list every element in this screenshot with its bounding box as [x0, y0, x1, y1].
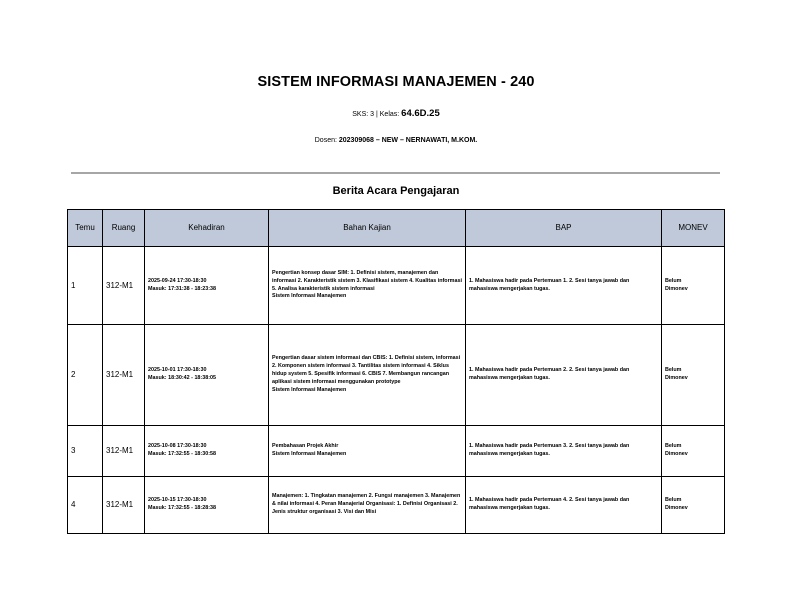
monev-cell	[662, 247, 725, 325]
kelas-value: 64.6D.25	[401, 108, 440, 119]
mata-kuliah-text: Sistem Informasi Manajemen	[272, 386, 347, 393]
bahan-kajian-cell	[269, 247, 466, 325]
kehadiran-cell	[145, 426, 269, 477]
bap-text: 1. Mahasiswa hadir pada Pertemuan 4. 2. Sesi tanya jawab dan mahasiswa mengerjakan tugas.	[469, 497, 630, 511]
jadwal-text: 2025-10-08 17:30-18:30	[148, 443, 207, 450]
monev-status-2: Dimonev	[665, 451, 688, 457]
monev-cell	[662, 426, 725, 477]
header-divider	[71, 172, 720, 174]
bap-text: 1. Mahasiswa hadir pada Pertemuan 3. 2. Sesi tanya jawab dan mahasiswa mengerjakan tugas.	[469, 443, 630, 457]
kehadiran-cell	[145, 247, 269, 325]
dosen-line	[0, 137, 792, 144]
monev-status: Belum	[665, 443, 682, 450]
masuk-text: Masuk: 18:30:42 - 18:38:05	[148, 375, 217, 381]
bahan-kajian-cell	[269, 426, 466, 477]
monev-status: Belum	[665, 277, 682, 284]
mata-kuliah-text: Sistem Informasi Manajemen	[272, 293, 347, 300]
monev-status-2: Dimonev	[665, 505, 688, 511]
bap-cell	[466, 426, 662, 477]
masuk-text: Masuk: 17:32:55 - 18:30:58	[148, 451, 217, 457]
table-row	[68, 426, 725, 477]
column-header-bap: BAP	[466, 210, 662, 247]
monev-cell	[662, 477, 725, 534]
jadwal-text: 2025-10-01 17:30-18:30	[148, 367, 207, 374]
temu-cell: 3	[68, 426, 103, 477]
table-row	[68, 477, 725, 534]
column-header-ruang: Ruang	[103, 210, 145, 247]
ruang-cell: 312-M1	[103, 325, 145, 426]
bahan-kajian-cell	[269, 477, 466, 534]
bap-cell	[466, 247, 662, 325]
temu-cell: 1	[68, 247, 103, 325]
column-header-temu: Temu	[68, 210, 103, 247]
bahan-kajian-text: Pengertian konsep dasar SIM: 1. Definisi sistem, manajemen dan informasi 2. Karakteristik sistem 3. Klasifikasi sistem 4. Kualitas informasi 5. Analisa karakteristik sistem informasi	[272, 269, 462, 292]
bap-text: 1. Mahasiswa hadir pada Pertemuan 2. 2. Sesi tanya jawab dan mahasiswa mengerjakan tugas.	[469, 367, 630, 381]
table-row	[68, 247, 725, 325]
ruang-cell: 312-M1	[103, 426, 145, 477]
column-header-kehadiran: Kehadiran	[145, 210, 269, 247]
temu-cell: 2	[68, 325, 103, 426]
table-header-row	[68, 210, 725, 247]
monev-cell	[662, 325, 725, 426]
dosen-value: 202309068 – NEW – NERNAWATI, M.KOM.	[338, 137, 478, 144]
kehadiran-cell	[145, 325, 269, 426]
table-row	[68, 325, 725, 426]
bahan-kajian-cell	[269, 325, 466, 426]
ruang-cell: 312-M1	[103, 247, 145, 325]
monev-status: Belum	[665, 367, 682, 374]
berita-acara-table	[67, 209, 725, 534]
ruang-cell: 312-M1	[103, 477, 145, 534]
masuk-text: Masuk: 17:32:55 - 18:28:38	[148, 505, 217, 511]
sks-kelas-prefix: SKS: 3 | Kelas:	[352, 111, 402, 118]
bap-cell	[466, 477, 662, 534]
sks-kelas-line	[0, 108, 792, 119]
bahan-kajian-text: Pengertian dasar sistem informasi dan CBIS: 1. Definisi sistem, informasi 2. Komponen sistem informasi 3. Tantilitas sistem informasi 4. Siklus hidup system 5. Spesifik informasi 6. CBIS 7. Membangun rancangan aplikasi sistem informasi menggunakan prototype	[272, 355, 461, 385]
masuk-text: Masuk: 17:31:38 - 18:23:38	[148, 285, 217, 292]
kehadiran-cell	[145, 477, 269, 534]
dosen-prefix: Dosen:	[314, 137, 339, 144]
section-title: Berita Acara Pengajaran	[332, 185, 460, 197]
monev-status: Belum	[665, 497, 682, 504]
bap-cell	[466, 325, 662, 426]
monev-status-2: Dimonev	[665, 375, 688, 381]
monev-status-2: Dimonev	[665, 285, 688, 292]
bahan-kajian-text: Manajemen: 1. Tingkatan manajemen 2. Fungsi manajemen 3. Manajemen & nilai informasi 4. Peran Manajerial Organisasi: 1. Definisi Organisasi 2. Jenis struktur organisasi 3. Visi dan Misi	[272, 493, 461, 515]
jadwal-text: 2025-10-15 17:30-18:30	[148, 497, 207, 504]
temu-cell: 4	[68, 477, 103, 534]
bahan-kajian-text: Pembahasan Projek Akhir	[272, 443, 339, 450]
column-header-monev: MONEV	[662, 210, 725, 247]
column-header-bahan-kajian: Bahan Kajian	[269, 210, 466, 247]
mata-kuliah-text: Sistem Informasi Manajemen	[272, 451, 347, 457]
document-title: SISTEM INFORMASI MANAJEMEN - 240	[257, 74, 535, 90]
jadwal-text: 2025-09-24 17:30-18:30	[148, 277, 207, 284]
bap-text: 1. Mahasiswa hadir pada Pertemuan 1. 2. Sesi tanya jawab dan mahasiswa mengerjakan tugas.	[469, 277, 630, 292]
